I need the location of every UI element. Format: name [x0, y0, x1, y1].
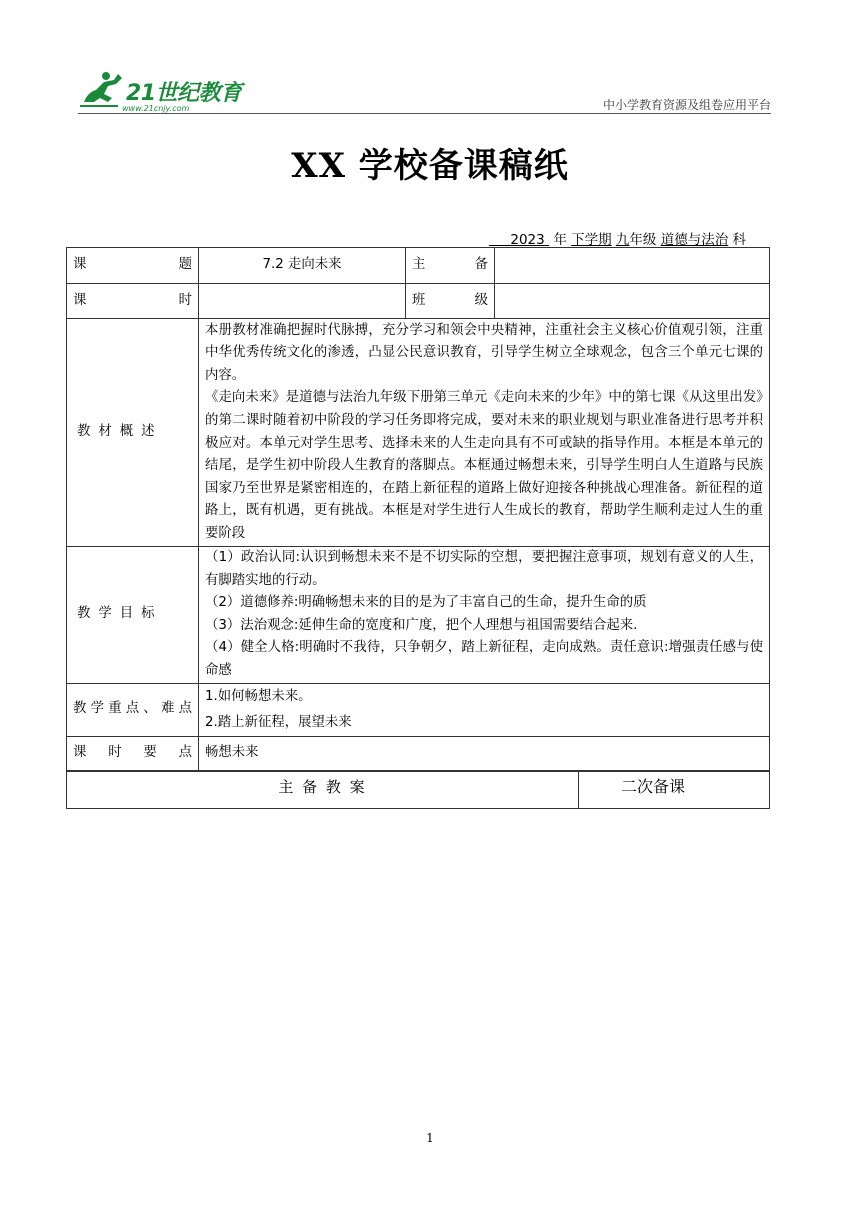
plan-footer-table — [66, 770, 770, 809]
header-tagline: 中小学教育资源及组卷应用平台 — [602, 98, 771, 112]
period-value — [199, 284, 406, 319]
meta-year-suffix: 年 — [553, 232, 567, 248]
topic-label: 课题 — [67, 248, 199, 284]
meta-grade-suffix: 年级 — [629, 232, 657, 248]
goal-item: （2）道德修养:明确畅想未来的目的是为了丰富自己的生命，提升生命的质 — [205, 595, 647, 611]
goal-item: （1）政治认同:认识到畅想未来不是不切实际的空想，要把握注意事项，规划有意义的人生，有脚踏实地的行动。 — [205, 550, 763, 588]
author-label: 主备 — [406, 248, 495, 284]
meta-term: 下学期 — [571, 232, 612, 248]
meta-grade: 九 — [615, 232, 630, 248]
goals-content — [199, 547, 770, 684]
table-row — [67, 248, 770, 284]
topic-value: 7.2 走向未来 — [199, 248, 406, 284]
second-plan-label: 二次备课 — [579, 771, 770, 809]
header-divider — [78, 113, 771, 114]
table-row — [67, 736, 770, 771]
logo-text: 21世纪教育 — [126, 81, 242, 106]
page-number: 1 — [426, 1131, 434, 1145]
class-value — [495, 284, 770, 319]
overview-label: 教材概述 — [67, 319, 199, 547]
table-row — [67, 319, 770, 547]
logo — [78, 68, 248, 112]
overview-paragraph: 《走向未来》是道德与法治九年级下册第三单元《走向未来的少年》中的第七课《从这里出发》的第二课时随着初中阶段的学习任务即将完成，要对未来的职业规划与职业准备进行思考并积极应对。本单元对学生思考、选择未来的人生走向具有不可或缺的指导作用。本框是本单元的结尾，是学生初中阶段人生教育的落脚点。本框通过畅想未来，引导学生明白人生道路与民族国家乃至世界是紧密相连的，在踏上新征程的道路上做好迎接各种挑战心理准备。新征程的道路上，既有机遇，更有挑战。本框是对学生进行人生成长的教育，帮助学生顺利走过人生的重要阶段 — [205, 390, 763, 541]
focus-item: 2.踏上新征程，展望未来 — [205, 714, 352, 730]
runner-icon — [78, 68, 126, 110]
main-plan-label: 主 备 教 案 — [67, 771, 579, 809]
logo-url: www.21cnjy.com — [122, 104, 190, 113]
goals-label: 教学目标 — [67, 547, 199, 684]
author-value — [495, 248, 770, 284]
overview-paragraph: 本册教材准确把握时代脉搏，充分学习和领会中央精神，注重社会主义核心价值观引领，注重中华优秀传统文化的渗透，凸显公民意识教育，引导学生树立全球观念，包含三个单元七课的内容。 — [205, 322, 763, 383]
table-row — [67, 547, 770, 684]
meta-subject: 道德与法治 — [660, 232, 729, 248]
focus-content — [199, 683, 770, 736]
focus-item: 1.如何畅想未来。 — [205, 688, 312, 704]
class-label: 班级 — [406, 284, 495, 319]
focus-label: 教学重点、难点 — [67, 683, 199, 736]
meta-year: 2023 — [510, 232, 545, 248]
goal-item: （3）法治观念:延伸生命的宽度和广度，把个人理想与祖国需要结合起来. — [205, 617, 638, 633]
table-row — [67, 683, 770, 736]
overview-content — [199, 319, 770, 547]
key-label: 课时要点 — [67, 736, 199, 771]
goal-item: （4）健全人格:明确时不我待，只争朝夕，踏上新征程，走向成熟。责任意识:增强责任感与使命感 — [205, 640, 763, 678]
period-label: 课时 — [67, 284, 199, 319]
page-header — [78, 68, 771, 114]
page-title: XX 学校备课稿纸 — [291, 146, 569, 186]
lesson-plan-table — [66, 247, 770, 772]
meta-subject-suffix: 科 — [732, 232, 746, 248]
table-row — [67, 284, 770, 319]
key-value: 畅想未来 — [199, 736, 770, 771]
course-meta — [0, 228, 746, 248]
